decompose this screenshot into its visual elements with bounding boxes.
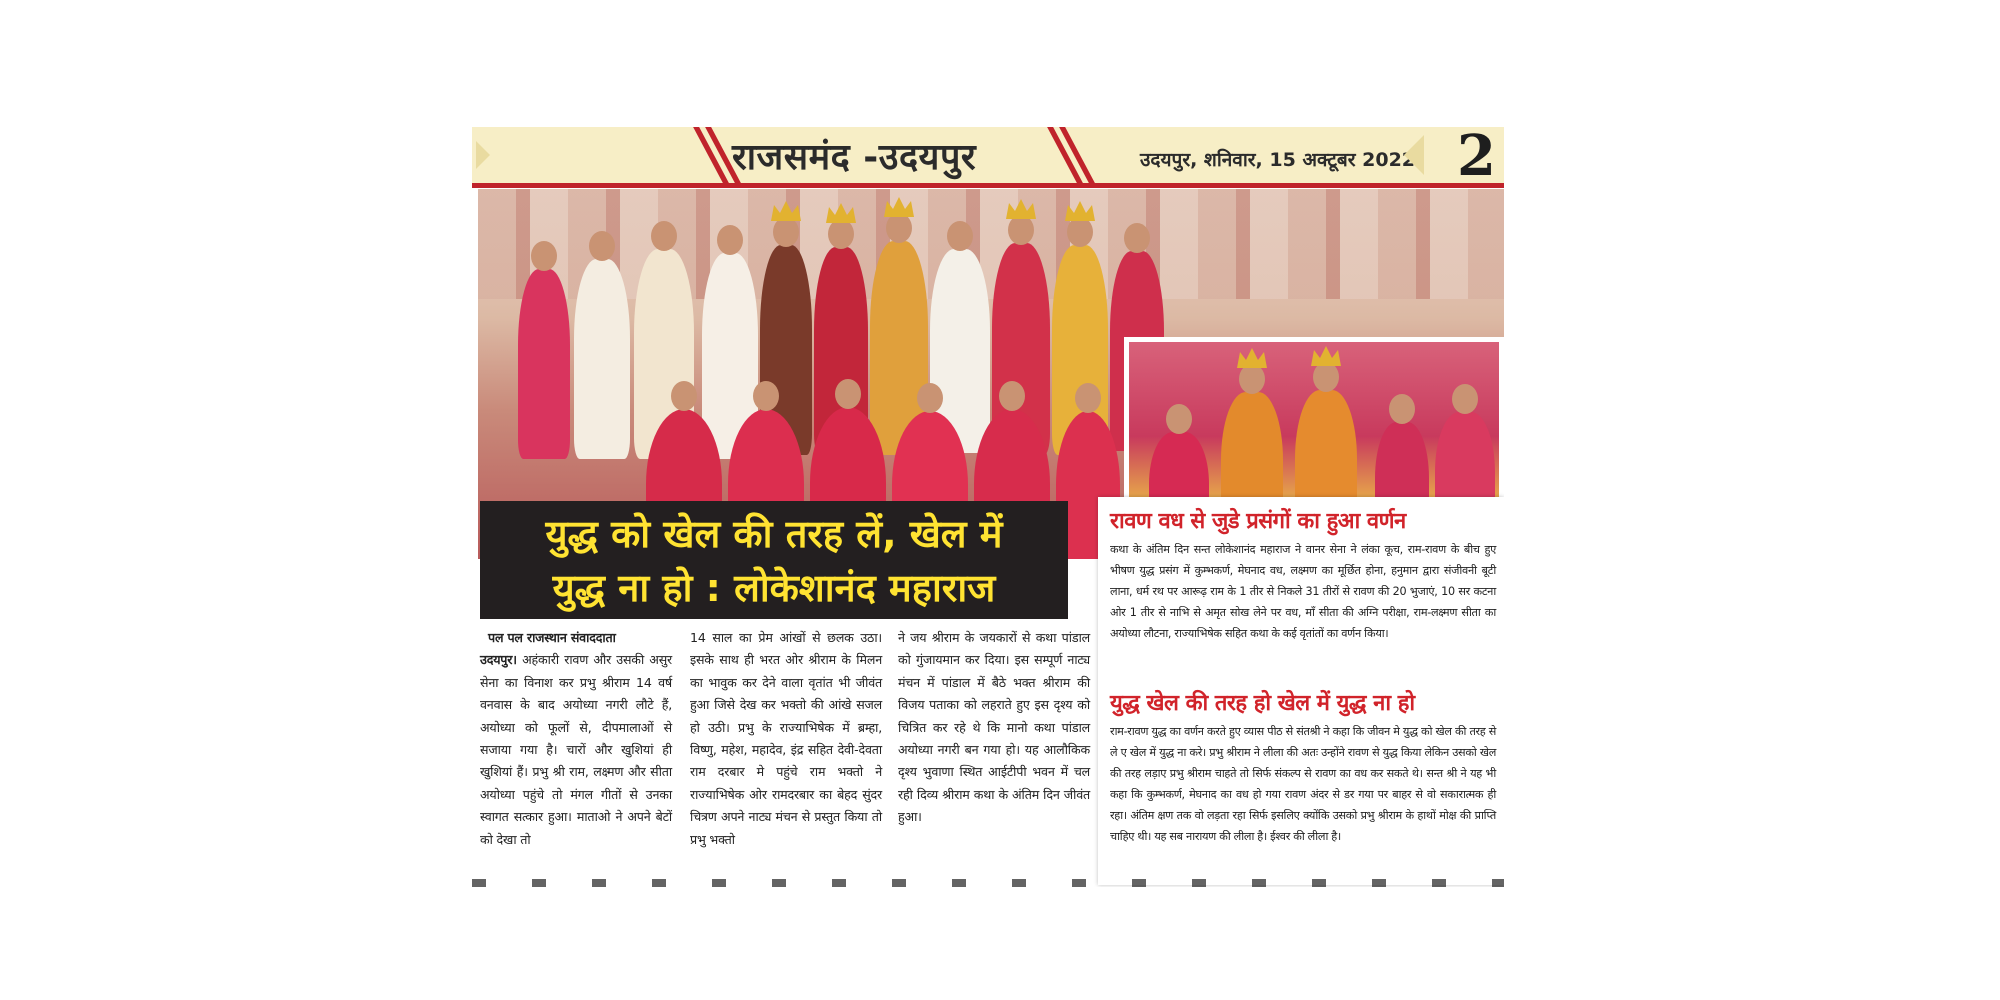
cropped-next-headline xyxy=(472,879,1504,887)
page-header-band xyxy=(472,127,1504,188)
main-headline xyxy=(480,507,1068,615)
column-text: 14 साल का प्रेम आंखों से छलक उठा। इसके साथ ही भरत ओर श्रीराम के मिलन का भावुक कर देने वाला वृतांत भी जीवंत हुआ जिसे देख कर भक्तो की आंखे सजल हो उठी। प्रभु के राज्याभिषेक में ब्रम्हा, विष्णु, महेश, महादेव, इंद्र सहित देवी-देवता राम दरबार मे पहुंचे राम भक्तो ने राज्याभिषेक ओर रामदरबार का बेहद सुंदर चित्रण अपने नाट्य मंचन से प्रस्तुत किया तो प्रभु भक्तो xyxy=(690,630,882,847)
section-title: राजसमंद -उदयपुर xyxy=(732,137,977,178)
stage-backdrop xyxy=(478,189,1504,299)
story-column-2 xyxy=(690,627,882,851)
column-text: ने जय श्रीराम के जयकारों से कथा पांडाल को गुंजायमान कर दिया। इस सम्पूर्ण नाट्य मंचन में पांडाल में बैठे भक्त श्रीराम की विजय पताका को लहराते हुए इस दृश्य को चित्रित कर रहे थे कि मानो कथा पांडाल अयोध्या नगरी बन गया हो। यह आलौकिक दृश्य भुवाणा स्थित आईटीपी भवन में चल रही दिव्य श्रीराम कथा के अंतिम दिन जीवंत हुआ। xyxy=(898,630,1090,825)
newspaper-page xyxy=(472,127,1504,887)
story-column-1 xyxy=(480,627,672,851)
headline-box xyxy=(480,501,1068,619)
side-paragraph-2: राम-रावण युद्ध का वर्णन करते हुए व्यास पीठ से संतश्री ने कहा कि जीवन मे युद्ध को खेल की तरह से ले ए खेल में युद्ध ना करे। प्रभु श्रीराम ने लीला की अतः उन्होंने रावण से युद्ध किया लेकिन उसको खेल की तरह लड़ाए प्रभु श्रीराम चाहते तो सिर्फ संकल्प से रावण का वध कर सकते थे। सन्त श्री ने यह भी कहा कि कुम्भकर्ण, मेघनाद का वध हो गया रावण अंदर से डर गया पर बाहर से वो सकारात्मक ही रहा। अंतिम क्षण तक वो लड़ता रहा सिर्फ इसलिए क्योंकि उसको प्रभु श्रीराम के हाथों मोक्ष की प्राप्ति चाहिए थी। यह सब नारायण की लीला है। ईश्वर की लीला है। xyxy=(1110,725,1496,843)
dateline: उदयपुर, शनिवार, 15 अक्टूबर 2022 xyxy=(1140,149,1416,171)
headline-line-2: युद्ध ना हो : लोकेशानंद महाराज xyxy=(552,566,996,610)
side-heading-2: युद्ध खेल की तरह हो खेल में युद्ध ना हो xyxy=(1110,691,1415,716)
column-text: अहंकारी रावण और उसकी असुर सेना का विनाश कर प्रभु श्रीराम 14 वर्ष वनवास के बाद अयोध्या नगरी लौटे हैं, अयोध्या को फूलों से, दीपमालाओं से सजाया गया है। चारों और खुशियां ही खुशियां हैं। प्रभु श्री राम, लक्ष्मण और सीता अयोध्या पहुंचे तो मंगल गीतों से उनका स्वागत सत्कार हुआ। माताओ ने अपने बेटों को देखा तो xyxy=(480,652,672,847)
chevron-left-decoration xyxy=(476,141,490,169)
side-panel xyxy=(1098,497,1504,885)
page-number: 2 xyxy=(1457,127,1496,189)
story-column-3 xyxy=(898,627,1090,829)
chevron-right-decoration xyxy=(1404,135,1424,175)
headline-line-1: युद्ध को खेल की तरह लें, खेल में xyxy=(545,512,1003,556)
side-heading-1: रावण वध से जुडे प्रसंगों का हुआ वर्णन xyxy=(1110,509,1406,534)
dateline-place: उदयपुर। xyxy=(480,652,517,668)
side-paragraph-1: कथा के अंतिम दिन सन्त लोकेशानंद महाराज ने वानर सेना ने लंका कूच, राम-रावण के बीच हुए भीषण युद्ध प्रसंग में कुम्भकर्ण, मेघनाद वध, लक्ष्मण का मूर्छित होना, हनुमान द्वारा संजीवनी बूटी लाना, धर्म रथ पर आरूढ़ राम के 1 तीर से निकले 31 तीरों से रावण की 20 भुजाएं, 10 सर कटना ओर 1 तीर से नाभि से अमृत सोख लेने पर वध, माँ सीता की अग्नि परीक्षा, राम-लक्ष्मण सीता का अयोध्या लौटना, राज्याभिषेक सहित कथा के कई वृतांतों का वर्णन किया। xyxy=(1110,543,1496,640)
byline: पल पल राजस्थान संवाददाता xyxy=(488,630,616,645)
photo-figure xyxy=(574,259,630,459)
photo-figure xyxy=(518,269,570,459)
